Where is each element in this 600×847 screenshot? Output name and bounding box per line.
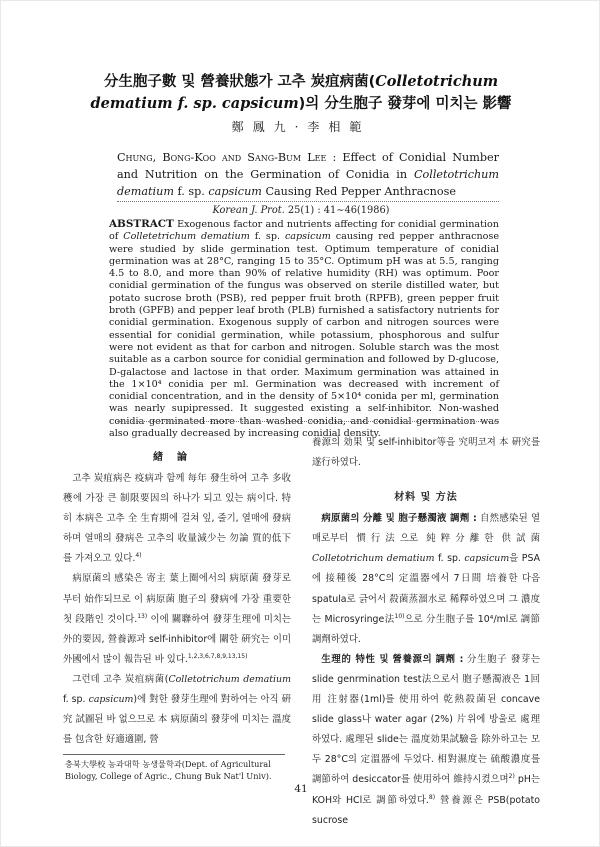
- paragraph-text: f. sp.: [434, 553, 465, 565]
- dotted-rule-top: [117, 201, 499, 202]
- reference-superscript: 8): [428, 793, 436, 801]
- page-number: 41: [294, 783, 308, 795]
- abstract-text: Exogenous factor and nutrients affecting for conidial germination of: [109, 219, 499, 243]
- species-italic: Colletotrichum dematium: [312, 553, 435, 565]
- abstract-text: f. sp.: [249, 231, 285, 243]
- korean-title-line-1: [61, 71, 541, 93]
- reference-superscript: 10): [394, 612, 405, 620]
- methods-paragraph-1: [312, 509, 540, 650]
- paragraph-text: f. sp.: [63, 694, 89, 706]
- affiliation-footnote: 충북大學校 농과대학 농생물학과(Dept. of Agricultural Biology, College of Agric., Chung Buk Nat'l Univ).: [65, 759, 272, 781]
- species-italic: capsicum: [88, 694, 134, 706]
- subsection-title: 生理的 特性 및 營養源의 調劑 :: [321, 653, 464, 665]
- english-title-text: Causing Red Pepper Anthracnose: [261, 185, 456, 198]
- english-title-italic: Colletotrichum dematium: [117, 168, 499, 198]
- abstract-label: ABSTRACT: [109, 218, 174, 230]
- intro-paragraph-3: [63, 670, 291, 750]
- paragraph-text: 이에 關聯하여 發芽生理에 미치는 外的要因, 營養源과 self-inhibitor에 關한 硏究는 이미 外國에서 많이 報告된 바 있다.: [63, 613, 291, 665]
- reference-superscript: 13): [137, 612, 148, 620]
- subsection-title: 病原菌의 分離 및 胞子懸濁液 調劑 :: [321, 513, 477, 525]
- paragraph-text: 을 PSA에 接種後 28°C의 定溫器에서 7日間 培養한 다음 spatula로 긁어서 殺菌蒸溜水로 稀釋하였으며 그 濃度는 Microsyringe法: [312, 553, 540, 625]
- paragraph-text: 分生胞子 發芽는 slide genrmination test法으로서 胞子懸濁液은 1回用 注射器(1ml)를 使用하여 乾熱殺菌된 concave slide glass나 water agar (2%) 片위에 방울로 處理하였다. 處理된 slide는 溫度効果試驗을 除外하고는 모두 28°C의 定溫器에 두었다. 相對濕度는 硫酸濃度를 調節하여 desiccator를 使用하여 維持시켰으며: [312, 653, 540, 786]
- species-italic: Colletotrichum dematium: [168, 673, 291, 685]
- reference-superscript: 2): [508, 773, 515, 781]
- paragraph-text: 그런데 고추 炭疽病菌(: [72, 673, 169, 685]
- methods-paragraph-2: [312, 650, 540, 831]
- english-title-italic: capsicum: [208, 185, 262, 198]
- abstract-text: causing red pepper anthracnose were studied by slide germination test. Optimum temperature of conidial germination was at 28°C, ranging 15 to 35°C. Optimum pH was at 5.5, ranging 4.5 to 8.0, and more than 90% of relative humidity (RH) was optimum. Poor conidial germination of the fungus was observed on sterile distilled water, but potato sucrose broth (PSB), red pepper fruit broth (RPFB), green pepper fruit broth (GPFB) and pepper leaf broth (PLB) furnished a satisfactory nutrients for conidial germination. Exogenous supply of carbon and nitrogen sources were essential for conidial germination, while potassium, phosphorous and sulfur were not evident as that for carbon and nitrogen. Soluble starch was the most suitable as a carbon source for conidial germination and followed by D-glucose, D-galactose and lactose in that order. Maximum germination was attained in the 1×10⁴ conidia per ml. Germination was decreased with increment of conidial concentration, and in the density of 5×10⁴ conida per ml, germination was nearly supipressed. It suggested existing a self-inhibitor. Non-washed conidia germinated more than washed conidia, and conidial germination was also gradually decreased by increasing conidial density.: [109, 231, 499, 440]
- korean-title-line-2: [61, 93, 541, 115]
- authors-korean: 鄭鳳九·李相範: [231, 120, 371, 134]
- abstract-italic: Colletetrichum dematium: [123, 231, 250, 243]
- title-text: 分生胞子數 및 營養狀態가 고추 炭疽病菌(: [103, 74, 376, 90]
- paragraph-text: )에 對한 發芽生理에 對하여는 아직 硏究 試圖된 바 없으므로 本 病原菌의 發芽에 미치는 溫度를 包含한 好適適圍, 營: [63, 694, 292, 746]
- abstract: [109, 218, 499, 440]
- title-species-italic: dematium f. sp. capsicum: [90, 95, 299, 112]
- paragraph-text: 病原菌의 感染은 寄主 葉上圈에서의 病原菌 發芽로부터 始作되므로 이 病原菌 胞子의 發病에 가장 重要한 첫 段階인 것이다.: [63, 573, 291, 625]
- continued-paragraph: [312, 433, 540, 473]
- paragraph-text: 고추 炭疽病은 疫病과 함께 每年 發生하여 고추 多收穫에 가장 큰 制限要因의 하나가 되고 있는 病이다. 特히 本病은 고추 全 生育期에 걸쳐 잎, 줄기, 열매에 發病하며 열매의 發病은 고추의 收量減少는 勿論 質的低下를 가져오고 있다.: [63, 473, 291, 565]
- reference-superscript: 1,2,3,6,7,8,9,13,15): [187, 652, 248, 660]
- english-title-text: Effect of Conidial Number and Nutrition on the Germination of Conidia in: [117, 151, 499, 181]
- dotted-rule-bottom: [117, 421, 499, 422]
- section-title-materials-methods: 材料 및 方法: [394, 492, 458, 504]
- paragraph-text: 으로 分生胞子를 10⁴/ml로 調節 調劑하였다.: [312, 613, 540, 645]
- paragraph-text: 自然感染된 열매로부터 慣行法으로 純粹分離한 供試菌: [312, 513, 540, 545]
- english-title-block: [117, 149, 499, 200]
- abstract-italic: capsicum: [284, 231, 331, 243]
- left-column: [63, 448, 291, 750]
- footnote-rule: [63, 754, 285, 755]
- journal-name: Korean J. Prot.: [212, 205, 285, 216]
- english-title-text: f. sp.: [173, 185, 209, 198]
- reference-superscript: 4): [135, 552, 142, 560]
- journal-citation: [1, 205, 600, 216]
- english-authors: Chung, Bong-Koo and Sang-Bum Lee: [117, 151, 327, 164]
- journal-volume-pages: 25(1) : 41∼46(1986): [284, 205, 390, 216]
- paragraph-text: 營養源은 PSB(potato sucrose: [312, 794, 540, 826]
- right-column: [312, 433, 540, 831]
- title-species-italic: Colletotrichum: [375, 73, 499, 90]
- title-text: )의 分生胞子 發芽에 미치는 影響: [298, 96, 512, 112]
- section-title-introduction: 緖論: [153, 452, 201, 463]
- separator: :: [326, 151, 343, 164]
- paragraph-text: 養源의 効果 및 self-inhibitor等을 究明코져 本 硏究를 遂行하였다.: [312, 437, 540, 469]
- paragraph-text: pH는 KOH와 HCl로 調節하였다.: [312, 774, 540, 806]
- intro-paragraph-2: [63, 569, 291, 669]
- intro-paragraph-1: [63, 469, 291, 569]
- species-italic: capsicum: [464, 553, 510, 565]
